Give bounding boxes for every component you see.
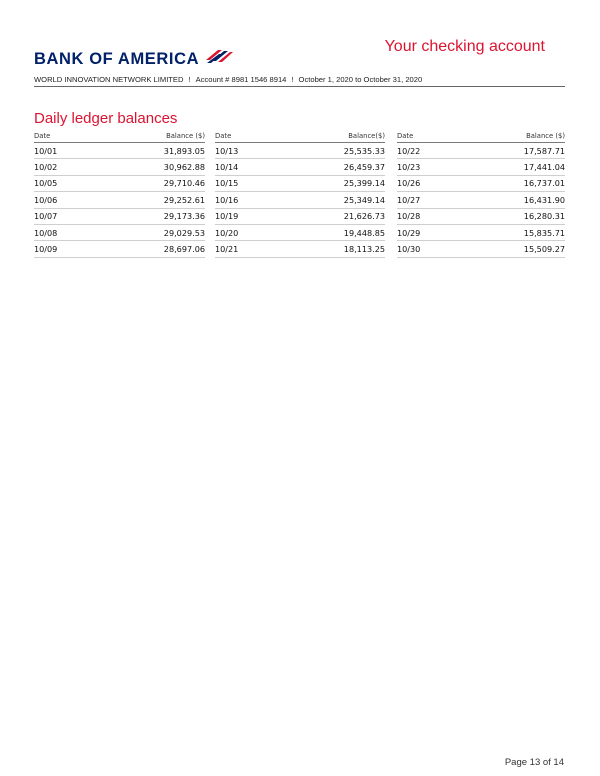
logo-wordmark: BANK OF AMERICA	[34, 49, 200, 68]
table-row	[215, 241, 385, 257]
row-date: 10/30	[397, 244, 421, 255]
account-holder: WORLD INNOVATION NETWORK LIMITED	[34, 75, 184, 84]
row-date: 10/06	[34, 194, 58, 205]
account-info-line	[34, 75, 564, 84]
row-balance: 29,252.61	[163, 194, 205, 205]
row-balance: 17,587.71	[523, 145, 565, 156]
balance-column-header: Balance ($)	[166, 132, 205, 140]
row-date: 10/05	[34, 178, 58, 189]
table-row	[215, 143, 385, 159]
row-balance: 29,710.46	[163, 178, 205, 189]
row-date: 10/14	[215, 162, 239, 173]
table-header	[397, 127, 565, 143]
row-date: 10/09	[34, 244, 58, 255]
flag-logo-icon	[204, 48, 234, 64]
table-row	[215, 192, 385, 208]
row-date: 10/22	[397, 145, 421, 156]
table-row	[34, 225, 205, 241]
row-balance: 19,448.85	[343, 227, 385, 238]
row-balance: 26,459.37	[343, 162, 385, 173]
row-balance: 29,029.53	[163, 227, 205, 238]
balance-column-header: Balance($)	[348, 132, 385, 140]
balances-table-3	[397, 127, 565, 258]
header-divider	[34, 86, 565, 87]
table-row	[215, 159, 385, 175]
table-row	[397, 241, 565, 257]
table-row	[215, 225, 385, 241]
table-row	[34, 159, 205, 175]
table-row	[397, 176, 565, 192]
table-row	[34, 192, 205, 208]
row-balance: 25,349.14	[343, 194, 385, 205]
row-date: 10/28	[397, 211, 421, 222]
table-row	[397, 209, 565, 225]
account-number: Account # 8981 1546 8914	[195, 75, 287, 84]
table-row	[397, 159, 565, 175]
row-balance: 16,431.90	[523, 194, 565, 205]
statement-period: October 1, 2020 to October 31, 2020	[298, 75, 423, 84]
table-row	[34, 176, 205, 192]
row-balance: 29,173.36	[163, 211, 205, 222]
table-header	[215, 127, 385, 143]
row-date: 10/15	[215, 178, 239, 189]
table-row	[34, 143, 205, 159]
table-row	[34, 209, 205, 225]
row-balance: 25,399.14	[343, 178, 385, 189]
row-date: 10/02	[34, 162, 58, 173]
row-balance: 16,280.31	[523, 211, 565, 222]
row-date: 10/26	[397, 178, 421, 189]
row-date: 10/13	[215, 145, 239, 156]
row-date: 10/21	[215, 244, 239, 255]
table-row	[34, 241, 205, 257]
row-balance: 25,535.33	[343, 145, 385, 156]
table-row	[397, 192, 565, 208]
row-balance: 15,509.27	[523, 244, 565, 255]
row-balance: 17,441.04	[523, 162, 565, 173]
row-date: 10/29	[397, 227, 421, 238]
row-date: 10/16	[215, 194, 239, 205]
row-date: 10/20	[215, 227, 239, 238]
row-balance: 18,113.25	[343, 244, 385, 255]
row-balance: 28,697.06	[163, 244, 205, 255]
page-number: Page 13 of 14	[504, 757, 564, 768]
balances-table-1	[34, 127, 205, 258]
row-date: 10/08	[34, 227, 58, 238]
balance-column-header: Balance ($)	[526, 132, 565, 140]
balances-table-2	[215, 127, 385, 258]
row-balance: 21,626.73	[343, 211, 385, 222]
date-column-header: Date	[34, 132, 51, 140]
bank-logo	[34, 47, 234, 71]
row-balance: 30,962.88	[163, 162, 205, 173]
table-row	[215, 176, 385, 192]
date-column-header: Date	[397, 132, 414, 140]
row-balance: 16,737.01	[523, 178, 565, 189]
row-date: 10/23	[397, 162, 421, 173]
row-date: 10/27	[397, 194, 421, 205]
date-column-header: Date	[215, 132, 232, 140]
table-row	[397, 225, 565, 241]
row-date: 10/07	[34, 211, 58, 222]
row-balance: 31,893.05	[163, 145, 205, 156]
table-header	[34, 127, 205, 143]
row-balance: 15,835.71	[523, 227, 565, 238]
row-date: 10/19	[215, 211, 239, 222]
section-title: Daily ledger balances	[34, 110, 178, 127]
separator: !	[291, 75, 294, 84]
table-row	[397, 143, 565, 159]
statement-title: Your checking account	[384, 38, 545, 55]
row-date: 10/01	[34, 145, 58, 156]
separator: !	[188, 75, 191, 84]
table-row	[215, 209, 385, 225]
